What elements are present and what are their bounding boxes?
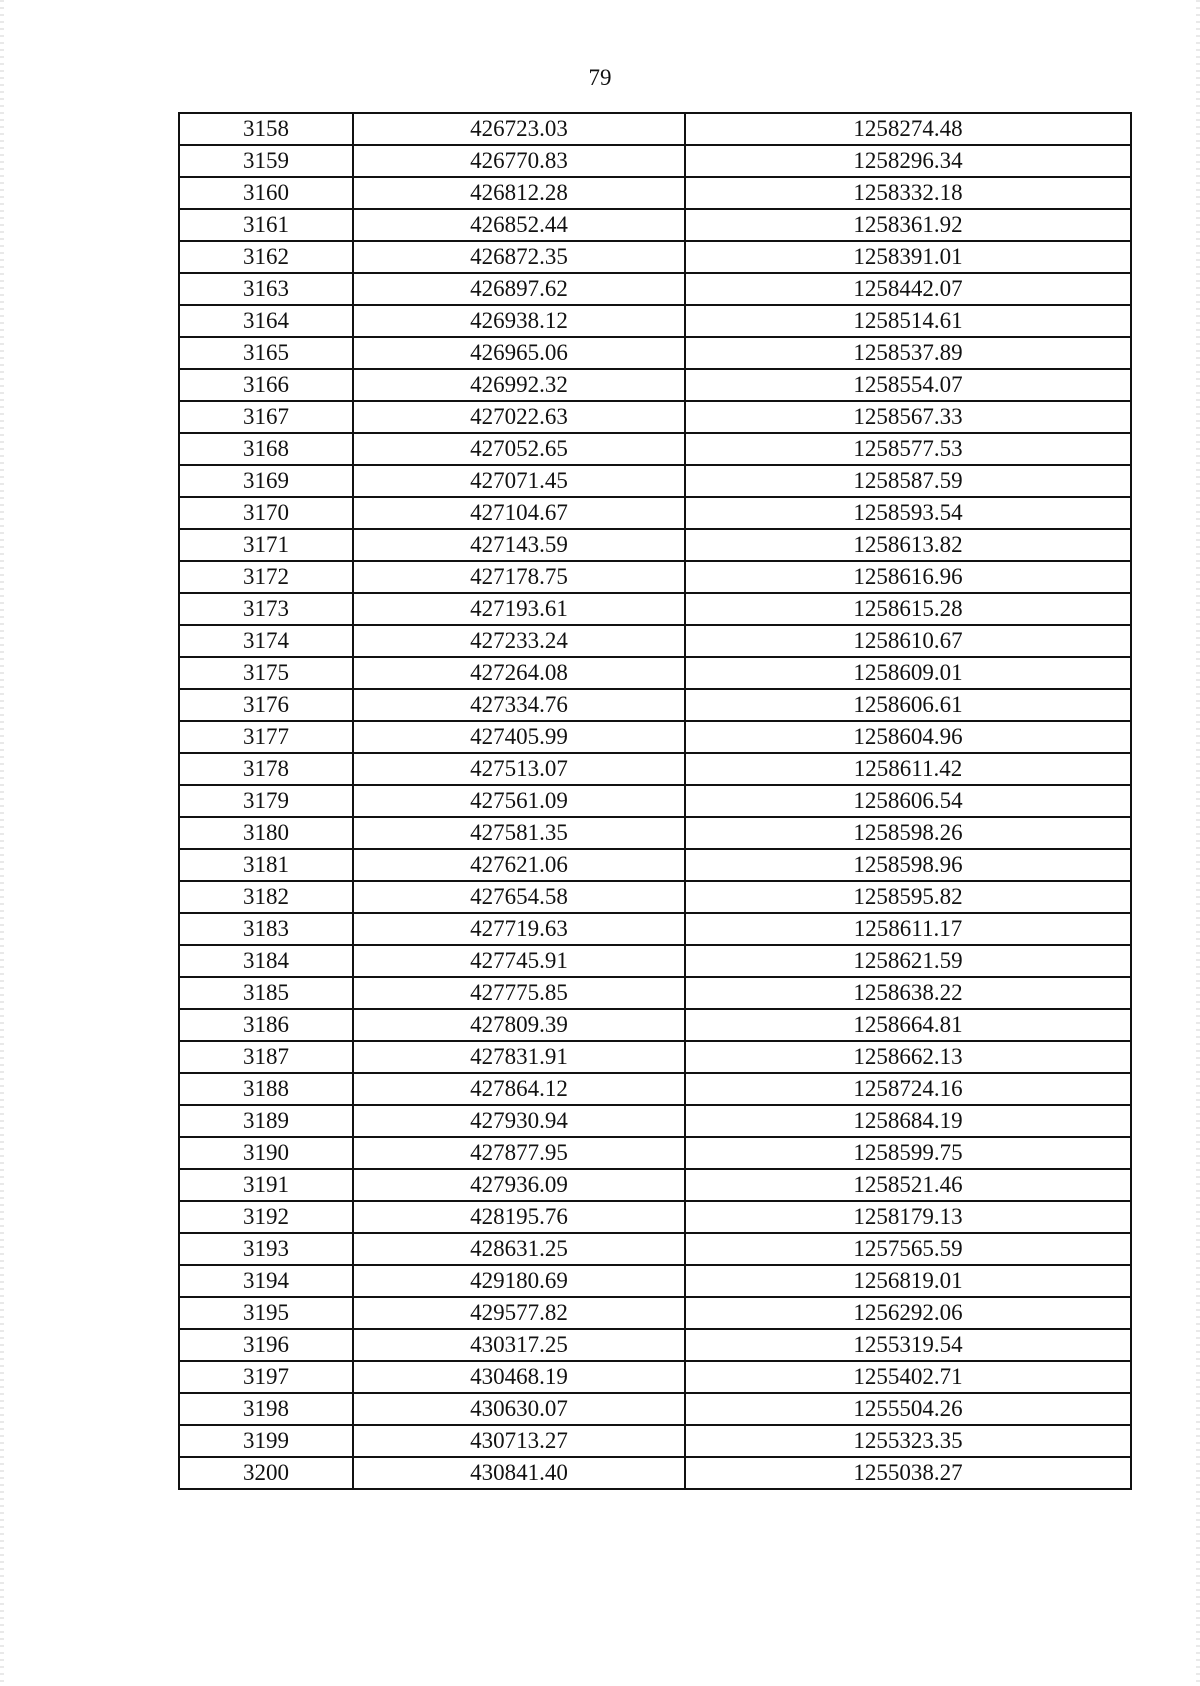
- x-coordinate-cell: 427561.09: [353, 785, 685, 817]
- x-coordinate-cell: 426897.62: [353, 273, 685, 305]
- point-number-cell: 3163: [179, 273, 353, 305]
- y-coordinate-cell: 1258296.34: [685, 145, 1131, 177]
- x-coordinate-cell: 427104.67: [353, 497, 685, 529]
- point-number-cell: 3194: [179, 1265, 353, 1297]
- table-row: [179, 881, 1131, 913]
- x-coordinate-cell: 427654.58: [353, 881, 685, 913]
- point-number-cell: 3159: [179, 145, 353, 177]
- y-coordinate-cell: 1255319.54: [685, 1329, 1131, 1361]
- table-row: [179, 1265, 1131, 1297]
- table-row: [179, 561, 1131, 593]
- point-number-cell: 3195: [179, 1297, 353, 1329]
- x-coordinate-cell: 427930.94: [353, 1105, 685, 1137]
- point-number-cell: 3167: [179, 401, 353, 433]
- y-coordinate-cell: 1255504.26: [685, 1393, 1131, 1425]
- x-coordinate-cell: 427877.95: [353, 1137, 685, 1169]
- table-row: [179, 657, 1131, 689]
- table-row: [179, 1233, 1131, 1265]
- x-coordinate-cell: 426965.06: [353, 337, 685, 369]
- point-number-cell: 3171: [179, 529, 353, 561]
- x-coordinate-cell: 427513.07: [353, 753, 685, 785]
- table-row: [179, 753, 1131, 785]
- x-coordinate-cell: 430468.19: [353, 1361, 685, 1393]
- table-row: [179, 273, 1131, 305]
- point-number-cell: 3198: [179, 1393, 353, 1425]
- table-row: [179, 625, 1131, 657]
- table-row: [179, 1425, 1131, 1457]
- table-row: [179, 433, 1131, 465]
- table-row: [179, 1009, 1131, 1041]
- point-number-cell: 3170: [179, 497, 353, 529]
- table-row: [179, 945, 1131, 977]
- table-row: [179, 145, 1131, 177]
- y-coordinate-cell: 1258179.13: [685, 1201, 1131, 1233]
- point-number-cell: 3188: [179, 1073, 353, 1105]
- point-number-cell: 3164: [179, 305, 353, 337]
- y-coordinate-cell: 1258521.46: [685, 1169, 1131, 1201]
- point-number-cell: 3179: [179, 785, 353, 817]
- table-row: [179, 305, 1131, 337]
- point-number-cell: 3185: [179, 977, 353, 1009]
- table-row: [179, 1297, 1131, 1329]
- point-number-cell: 3169: [179, 465, 353, 497]
- y-coordinate-cell: 1258361.92: [685, 209, 1131, 241]
- point-number-cell: 3168: [179, 433, 353, 465]
- page-number: 79: [588, 65, 612, 90]
- y-coordinate-cell: 1258724.16: [685, 1073, 1131, 1105]
- table-row: [179, 817, 1131, 849]
- y-coordinate-cell: 1258613.82: [685, 529, 1131, 561]
- x-coordinate-cell: 427405.99: [353, 721, 685, 753]
- point-number-cell: 3158: [179, 113, 353, 145]
- y-coordinate-cell: 1258684.19: [685, 1105, 1131, 1137]
- y-coordinate-cell: 1258514.61: [685, 305, 1131, 337]
- point-number-cell: 3200: [179, 1457, 353, 1489]
- y-coordinate-cell: 1258611.42: [685, 753, 1131, 785]
- table-row: [179, 849, 1131, 881]
- point-number-cell: 3178: [179, 753, 353, 785]
- x-coordinate-cell: 427809.39: [353, 1009, 685, 1041]
- table-row: [179, 113, 1131, 145]
- table-row: [179, 177, 1131, 209]
- point-number-cell: 3181: [179, 849, 353, 881]
- point-number-cell: 3162: [179, 241, 353, 273]
- point-number-cell: 3160: [179, 177, 353, 209]
- y-coordinate-cell: 1258593.54: [685, 497, 1131, 529]
- point-number-cell: 3175: [179, 657, 353, 689]
- x-coordinate-cell: 426852.44: [353, 209, 685, 241]
- y-coordinate-cell: 1258332.18: [685, 177, 1131, 209]
- x-coordinate-cell: 427719.63: [353, 913, 685, 945]
- x-coordinate-cell: 427864.12: [353, 1073, 685, 1105]
- table-row: [179, 913, 1131, 945]
- table-row: [179, 209, 1131, 241]
- y-coordinate-cell: 1258598.96: [685, 849, 1131, 881]
- x-coordinate-cell: 427936.09: [353, 1169, 685, 1201]
- table-row: [179, 1201, 1131, 1233]
- x-coordinate-cell: 427178.75: [353, 561, 685, 593]
- point-number-cell: 3186: [179, 1009, 353, 1041]
- x-coordinate-cell: 426872.35: [353, 241, 685, 273]
- y-coordinate-cell: 1258609.01: [685, 657, 1131, 689]
- y-coordinate-cell: 1258638.22: [685, 977, 1131, 1009]
- table-row: [179, 497, 1131, 529]
- table-row: [179, 1041, 1131, 1073]
- point-number-cell: 3191: [179, 1169, 353, 1201]
- table-row: [179, 721, 1131, 753]
- y-coordinate-cell: 1258595.82: [685, 881, 1131, 913]
- point-number-cell: 3165: [179, 337, 353, 369]
- point-number-cell: 3172: [179, 561, 353, 593]
- x-coordinate-cell: 430713.27: [353, 1425, 685, 1457]
- x-coordinate-cell: 427193.61: [353, 593, 685, 625]
- x-coordinate-cell: 427071.45: [353, 465, 685, 497]
- x-coordinate-cell: 428195.76: [353, 1201, 685, 1233]
- x-coordinate-cell: 426770.83: [353, 145, 685, 177]
- x-coordinate-cell: 427264.08: [353, 657, 685, 689]
- x-coordinate-cell: 427052.65: [353, 433, 685, 465]
- x-coordinate-cell: 429180.69: [353, 1265, 685, 1297]
- x-coordinate-cell: 426992.32: [353, 369, 685, 401]
- y-coordinate-cell: 1258606.54: [685, 785, 1131, 817]
- point-number-cell: 3166: [179, 369, 353, 401]
- table-row: [179, 465, 1131, 497]
- point-number-cell: 3199: [179, 1425, 353, 1457]
- y-coordinate-cell: 1258621.59: [685, 945, 1131, 977]
- table-row: [179, 369, 1131, 401]
- x-coordinate-cell: 427334.76: [353, 689, 685, 721]
- y-coordinate-cell: 1258604.96: [685, 721, 1131, 753]
- x-coordinate-cell: 426723.03: [353, 113, 685, 145]
- y-coordinate-cell: 1256292.06: [685, 1297, 1131, 1329]
- point-number-cell: 3192: [179, 1201, 353, 1233]
- x-coordinate-cell: 430630.07: [353, 1393, 685, 1425]
- x-coordinate-cell: 430317.25: [353, 1329, 685, 1361]
- y-coordinate-cell: 1258577.53: [685, 433, 1131, 465]
- y-coordinate-cell: 1258554.07: [685, 369, 1131, 401]
- y-coordinate-cell: 1258537.89: [685, 337, 1131, 369]
- x-coordinate-cell: 427143.59: [353, 529, 685, 561]
- y-coordinate-cell: 1258610.67: [685, 625, 1131, 657]
- point-number-cell: 3161: [179, 209, 353, 241]
- point-number-cell: 3176: [179, 689, 353, 721]
- scan-edge-right: [1196, 0, 1200, 1686]
- point-number-cell: 3187: [179, 1041, 353, 1073]
- point-number-cell: 3174: [179, 625, 353, 657]
- point-number-cell: 3196: [179, 1329, 353, 1361]
- table-row: [179, 1361, 1131, 1393]
- table-row: [179, 593, 1131, 625]
- y-coordinate-cell: 1258587.59: [685, 465, 1131, 497]
- y-coordinate-cell: 1258615.28: [685, 593, 1131, 625]
- table-row: [179, 689, 1131, 721]
- table-row: [179, 977, 1131, 1009]
- point-number-cell: 3180: [179, 817, 353, 849]
- y-coordinate-cell: 1258664.81: [685, 1009, 1131, 1041]
- table-row: [179, 337, 1131, 369]
- table-row: [179, 401, 1131, 433]
- y-coordinate-cell: 1258606.61: [685, 689, 1131, 721]
- y-coordinate-cell: 1258611.17: [685, 913, 1131, 945]
- x-coordinate-cell: 430841.40: [353, 1457, 685, 1489]
- y-coordinate-cell: 1258567.33: [685, 401, 1131, 433]
- x-coordinate-cell: 429577.82: [353, 1297, 685, 1329]
- table-row: [179, 529, 1131, 561]
- point-number-cell: 3190: [179, 1137, 353, 1169]
- x-coordinate-cell: 428631.25: [353, 1233, 685, 1265]
- point-number-cell: 3189: [179, 1105, 353, 1137]
- x-coordinate-cell: 427831.91: [353, 1041, 685, 1073]
- y-coordinate-cell: 1255402.71: [685, 1361, 1131, 1393]
- point-number-cell: 3182: [179, 881, 353, 913]
- x-coordinate-cell: 427621.06: [353, 849, 685, 881]
- point-number-cell: 3184: [179, 945, 353, 977]
- x-coordinate-cell: 427775.85: [353, 977, 685, 1009]
- y-coordinate-cell: 1258391.01: [685, 241, 1131, 273]
- scan-edge-left: [0, 0, 4, 1686]
- table-row: [179, 241, 1131, 273]
- table-row: [179, 1137, 1131, 1169]
- point-number-cell: 3193: [179, 1233, 353, 1265]
- point-number-cell: 3173: [179, 593, 353, 625]
- table-row: [179, 1073, 1131, 1105]
- y-coordinate-cell: 1258598.26: [685, 817, 1131, 849]
- x-coordinate-cell: 427022.63: [353, 401, 685, 433]
- table-row: [179, 1329, 1131, 1361]
- x-coordinate-cell: 427233.24: [353, 625, 685, 657]
- x-coordinate-cell: 427581.35: [353, 817, 685, 849]
- y-coordinate-cell: 1258616.96: [685, 561, 1131, 593]
- y-coordinate-cell: 1258599.75: [685, 1137, 1131, 1169]
- point-number-cell: 3197: [179, 1361, 353, 1393]
- coordinate-table-body: [179, 113, 1131, 1489]
- table-row: [179, 1105, 1131, 1137]
- x-coordinate-cell: 426938.12: [353, 305, 685, 337]
- table-row: [179, 785, 1131, 817]
- y-coordinate-cell: 1255323.35: [685, 1425, 1131, 1457]
- table-row: [179, 1393, 1131, 1425]
- y-coordinate-cell: 1256819.01: [685, 1265, 1131, 1297]
- table-row: [179, 1457, 1131, 1489]
- x-coordinate-cell: 427745.91: [353, 945, 685, 977]
- coordinate-table: [178, 112, 1132, 1490]
- x-coordinate-cell: 426812.28: [353, 177, 685, 209]
- y-coordinate-cell: 1255038.27: [685, 1457, 1131, 1489]
- y-coordinate-cell: 1258274.48: [685, 113, 1131, 145]
- point-number-cell: 3183: [179, 913, 353, 945]
- table-row: [179, 1169, 1131, 1201]
- point-number-cell: 3177: [179, 721, 353, 753]
- y-coordinate-cell: 1258442.07: [685, 273, 1131, 305]
- y-coordinate-cell: 1257565.59: [685, 1233, 1131, 1265]
- y-coordinate-cell: 1258662.13: [685, 1041, 1131, 1073]
